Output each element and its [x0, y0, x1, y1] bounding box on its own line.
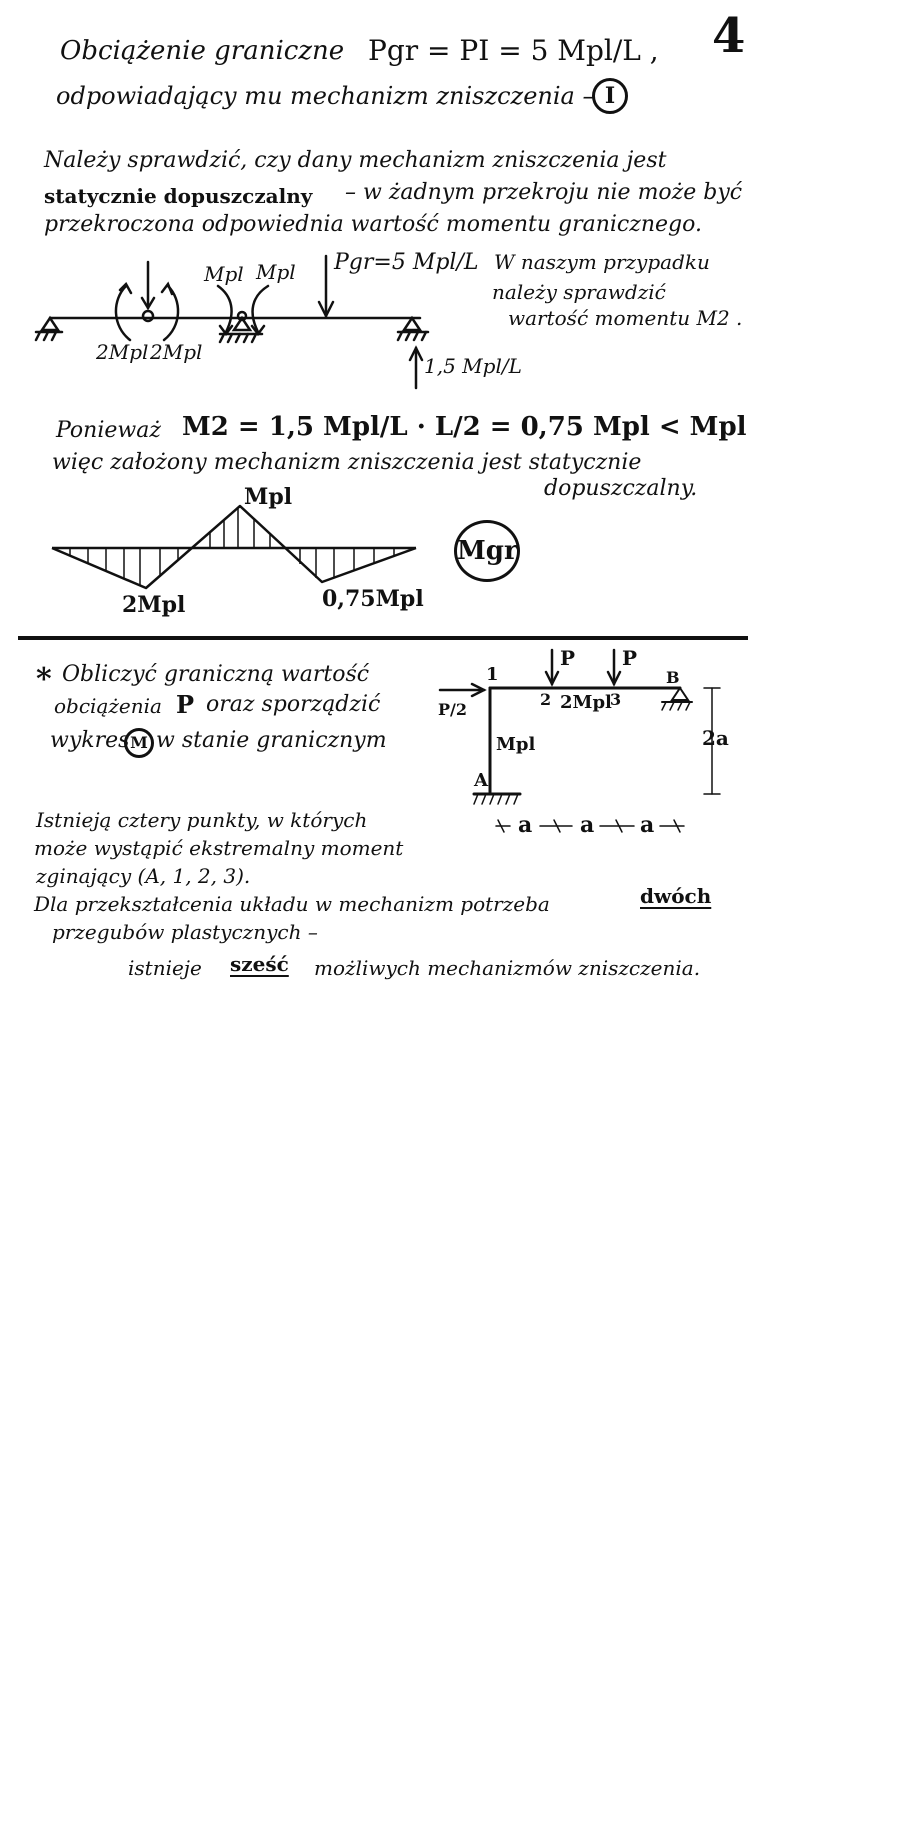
- task-line2-c: oraz sporządzić: [206, 692, 381, 717]
- side-note-line2: należy sprawdzić: [492, 280, 666, 304]
- points-line2: może wystąpić ekstremalny moment: [34, 836, 404, 860]
- mechanism-label: odpowiadający mu mechanizm zniszczenia –: [56, 82, 595, 110]
- task-line1: Obliczyć graniczną wartość: [62, 662, 370, 687]
- moment-label-bottom-right: 0,75Mpl: [322, 586, 424, 612]
- moment-label-top: Mpl: [244, 484, 293, 510]
- mechanisms-line: możliwych mechanizmów zniszczenia.: [314, 956, 701, 980]
- plastic-hinges-line: przegubów plastycznych –: [52, 920, 318, 944]
- task-line3-b: w stanie granicznym: [156, 728, 387, 753]
- moment-label-bottom-left: 2Mpl: [122, 592, 186, 618]
- frame-load-side-label: P/2: [438, 700, 468, 719]
- limit-load-formula: Pgr = PI = 5 Mpl/L ,: [368, 34, 659, 67]
- conclusion-line1: więc założony mechanizm zniszczenia jest statycznie: [52, 450, 642, 475]
- frame-beam-moment-label: 2Mpl: [560, 692, 612, 713]
- exists-label: istnieje: [128, 956, 202, 980]
- beam-moment-left-1: 2Mpl: [96, 340, 149, 364]
- conclusion-line2: dopuszczalny.: [544, 476, 698, 501]
- frame-node-2: 2: [540, 690, 552, 709]
- side-note-line3: wartość momentu M2 .: [508, 306, 743, 330]
- frame-height-label: 2a: [702, 726, 729, 750]
- side-note-line1: W naszym przypadku: [494, 250, 710, 274]
- mechanism-need-line: Dla przekształcenia układu w mechanizm potrzeba: [34, 892, 550, 916]
- mechanism-id-badge: I: [592, 78, 628, 114]
- task-line2-a: obciążenia: [54, 694, 162, 718]
- task-m-badge: M: [124, 728, 154, 758]
- page-number: 4: [712, 8, 746, 64]
- beam-load-label: Pgr=5 Mpl/L: [334, 250, 479, 275]
- frame-span-1-label: a: [518, 812, 533, 838]
- mgr-badge: Mgr: [454, 520, 520, 582]
- beam-reaction-label: 1,5 Mpl/L: [424, 354, 522, 378]
- beam-moment-mid-2: Mpl: [256, 260, 296, 284]
- beam-moment-left-2: 2Mpl: [150, 340, 203, 364]
- frame-node-1: 1: [486, 664, 499, 685]
- points-line3: zginający (A, 1, 2, 3).: [36, 864, 251, 888]
- two-hinges-emphasis: dwóch: [640, 884, 712, 908]
- frame-load-p-2-label: P: [622, 646, 638, 670]
- statically-admissible-phrase: statycznie dopuszczalny: [44, 184, 313, 208]
- six-emphasis: sześć: [230, 952, 289, 976]
- frame-span-2-label: a: [580, 812, 595, 838]
- frame-column-moment-label: Mpl: [496, 734, 536, 755]
- task-star: *: [36, 662, 52, 697]
- check-text-line1: Należy sprawdzić, czy dany mechanizm zniszczenia jest: [44, 148, 667, 173]
- beam-moment-mid-1: Mpl: [204, 262, 244, 286]
- limit-load-label: Obciążenie graniczne: [60, 36, 345, 66]
- m2-formula: M2 = 1,5 Mpl/L · L/2 = 0,75 Mpl < Mpl: [182, 412, 747, 442]
- frame-node-3: 3: [610, 690, 622, 709]
- task-line3-a: wykres: [50, 728, 130, 753]
- frame-node-a: A: [474, 770, 488, 791]
- frame-span-3-label: a: [640, 812, 655, 838]
- pin-support-b: [672, 688, 688, 700]
- task-line2-p: P: [176, 690, 195, 719]
- frame-load-p-1-label: P: [560, 646, 576, 670]
- points-line1: Istnieją cztery punkty, w których: [36, 808, 368, 832]
- frame-node-b: B: [666, 668, 680, 687]
- check-text-line2: – w żadnym przekroju nie może być: [345, 180, 743, 205]
- since-label: Ponieważ: [56, 418, 161, 443]
- check-text-line3: przekroczona odpowiednia wartość momentu granicznego.: [44, 212, 702, 237]
